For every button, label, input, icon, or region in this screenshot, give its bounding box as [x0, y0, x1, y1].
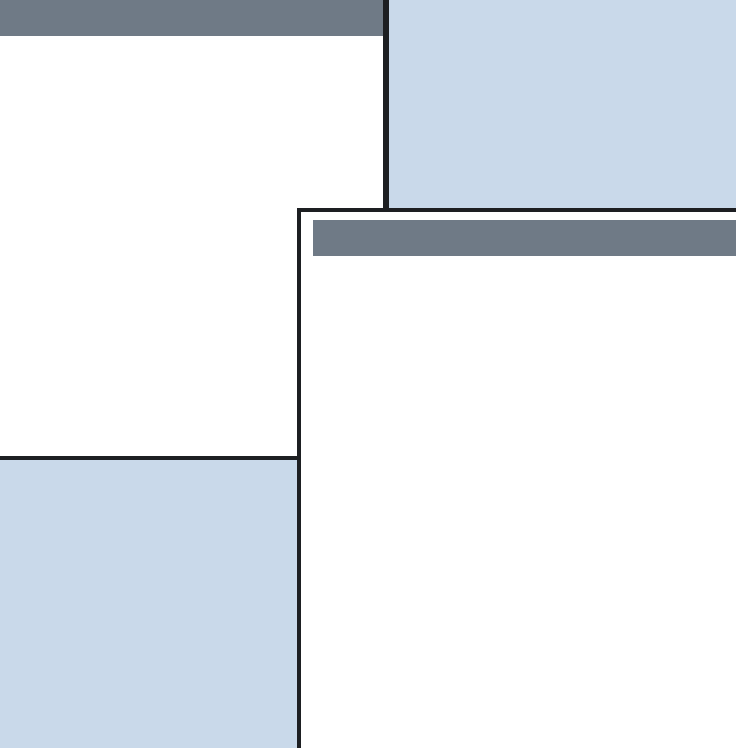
- information-panel: [297, 208, 736, 748]
- information-header: [313, 220, 736, 256]
- popular-information-list: [0, 36, 383, 47]
- popular-information-header: [0, 0, 383, 36]
- systems-list-bottom: [0, 460, 300, 736]
- systems-list-top: [386, 0, 736, 216]
